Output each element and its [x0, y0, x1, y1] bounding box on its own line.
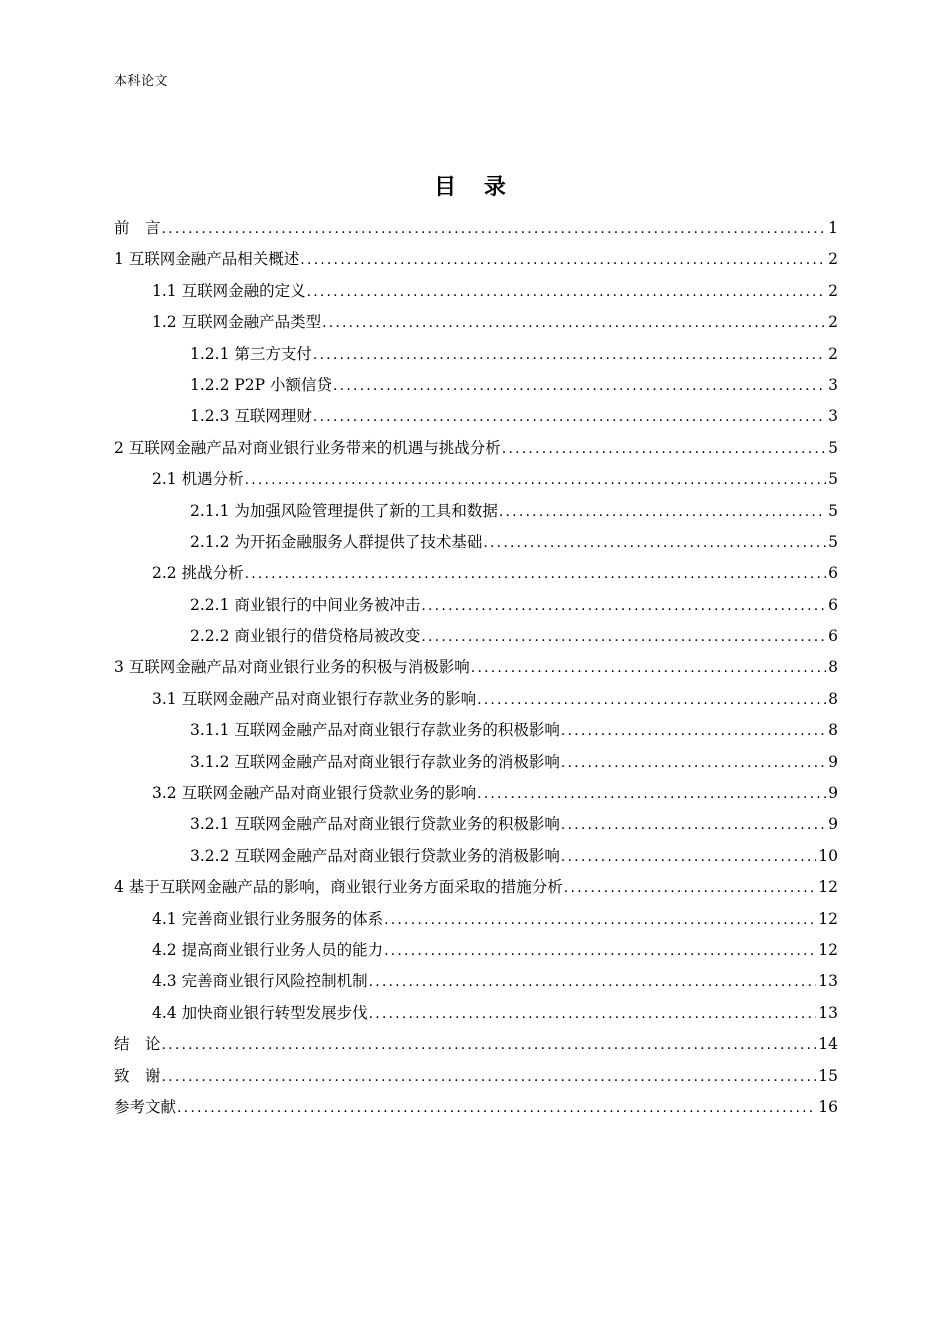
- toc-entry-label: 4.3 完善商业银行风险控制机制: [152, 972, 368, 991]
- dot-leader: [162, 1037, 817, 1053]
- dot-leader: [471, 660, 826, 676]
- dot-leader: [322, 315, 826, 331]
- toc-entry-page-number: 12: [818, 909, 838, 928]
- toc-entry-page-number: 5: [828, 470, 838, 489]
- toc-entry-page-number: 2: [828, 281, 838, 300]
- dot-leader: [313, 347, 826, 363]
- toc-entry-label: 1.2.2 P2P 小额信贷: [190, 375, 333, 394]
- toc-entry[interactable]: [114, 969, 838, 1000]
- dot-leader: [564, 880, 816, 896]
- toc-entry-page-number: 1: [828, 219, 838, 237]
- dot-leader: [561, 817, 826, 833]
- toc-entry-page-number: 8: [828, 658, 838, 677]
- toc-entry-page-number: 13: [818, 1003, 838, 1022]
- dot-leader: [477, 786, 826, 802]
- dot-leader: [483, 535, 826, 551]
- toc-entry[interactable]: [114, 1095, 838, 1126]
- toc-entry-page-number: 14: [818, 1035, 838, 1054]
- toc-entry-label: 4 基于互联网金融产品的影响，商业银行业务方面采取的措施分析: [114, 878, 563, 897]
- dot-leader: [162, 1069, 817, 1085]
- toc-entry-label: 2.1 机遇分析: [152, 470, 244, 489]
- dot-leader: [333, 378, 826, 394]
- toc-entry-label: 参考文献: [114, 1097, 177, 1116]
- toc-entry-label: 2.2.1 商业银行的中间业务被冲击: [190, 595, 421, 614]
- toc-entry-page-number: 5: [828, 438, 838, 457]
- toc-entry-label: 3.1.1 互联网金融产品对商业银行存款业务的积极影响: [190, 721, 560, 740]
- toc-entry-label: 1.1 互联网金融的定义: [152, 281, 306, 300]
- toc-entry-label: 2 互联网金融产品对商业银行业务带来的机遇与挑战分析: [114, 438, 501, 457]
- toc-entry-page-number: 10: [818, 846, 838, 865]
- toc-entry[interactable]: [114, 310, 838, 341]
- toc-entry[interactable]: [114, 467, 838, 498]
- toc-entry-page-number: 8: [828, 689, 838, 708]
- toc-entry-page-number: 2: [828, 313, 838, 332]
- toc-entry-label: 3 互联网金融产品对商业银行业务的积极与消极影响: [114, 658, 470, 677]
- toc-entry[interactable]: [114, 247, 838, 278]
- toc-entry-label: 1.2.1 第三方支付: [190, 344, 312, 363]
- dot-leader: [561, 755, 826, 771]
- toc-entry-label: 1.2 互联网金融产品类型: [152, 313, 322, 332]
- toc-entry[interactable]: [114, 499, 838, 530]
- dot-leader: [421, 598, 826, 614]
- toc-entry-page-number: 9: [828, 752, 838, 771]
- toc-entry[interactable]: [114, 750, 838, 781]
- dot-leader: [313, 409, 826, 425]
- toc-entry-page-number: 9: [828, 784, 838, 803]
- toc-list: [114, 216, 838, 1126]
- toc-entry-label: 1 互联网金融产品相关概述: [114, 250, 300, 269]
- toc-entry[interactable]: [114, 373, 838, 404]
- toc-entry-label: 3.2.2 互联网金融产品对商业银行贷款业务的消极影响: [190, 846, 560, 865]
- toc-entry[interactable]: [114, 875, 838, 906]
- dot-leader: [369, 1006, 817, 1022]
- running-header: 本科论文: [114, 74, 169, 89]
- toc-entry-label: 2.2.2 商业银行的借贷格局被改变: [190, 627, 421, 646]
- toc-entry[interactable]: [114, 1064, 838, 1095]
- toc-entry[interactable]: [114, 1032, 838, 1063]
- toc-entry[interactable]: [114, 938, 838, 969]
- dot-leader: [561, 849, 816, 865]
- toc-entry-label: 结 论: [114, 1035, 161, 1054]
- toc-entry-label: 4.4 加快商业银行转型发展步伐: [152, 1003, 368, 1022]
- toc-entry[interactable]: [114, 216, 838, 247]
- dot-leader: [499, 504, 826, 520]
- toc-entry[interactable]: [114, 812, 838, 843]
- toc-entry-page-number: 6: [828, 595, 838, 614]
- toc-entry-page-number: 12: [818, 878, 838, 897]
- toc-entry[interactable]: [114, 655, 838, 686]
- dot-leader: [421, 629, 826, 645]
- toc-entry-page-number: 16: [818, 1097, 838, 1116]
- toc-entry-page-number: 2: [828, 344, 838, 363]
- dot-leader: [245, 566, 827, 582]
- toc-entry-page-number: 3: [828, 375, 838, 394]
- toc-entry-page-number: 12: [818, 940, 838, 959]
- toc-entry[interactable]: [114, 718, 838, 749]
- toc-entry[interactable]: [114, 404, 838, 435]
- toc-entry-page-number: 13: [818, 972, 838, 991]
- toc-entry-page-number: 2: [828, 250, 838, 269]
- toc-entry-page-number: 5: [828, 501, 838, 520]
- dot-leader: [369, 974, 817, 990]
- toc-entry-page-number: 6: [828, 564, 838, 583]
- toc-entry-page-number: 8: [828, 721, 838, 740]
- toc-entry-label: 3.1 互联网金融产品对商业银行存款业务的影响: [152, 689, 477, 708]
- toc-entry[interactable]: [114, 279, 838, 310]
- toc-entry-label: 2.1.1 为加强风险管理提供了新的工具和数据: [190, 501, 498, 520]
- dot-leader: [245, 472, 827, 488]
- dot-leader: [502, 441, 826, 457]
- toc-entry[interactable]: [114, 530, 838, 561]
- toc-entry-label: 2.1.2 为开拓金融服务人群提供了技术基础: [190, 532, 483, 551]
- toc-entry[interactable]: [114, 561, 838, 592]
- toc-entry-page-number: 9: [828, 815, 838, 834]
- toc-entry[interactable]: [114, 593, 838, 624]
- toc-entry[interactable]: [114, 342, 838, 373]
- toc-entry-label: 4.1 完善商业银行业务服务的体系: [152, 909, 384, 928]
- toc-entry-label: 1.2.3 互联网理财: [190, 407, 312, 426]
- toc-entry-page-number: 6: [828, 627, 838, 646]
- toc-entry[interactable]: [114, 687, 838, 718]
- toc-entry[interactable]: [114, 1001, 838, 1032]
- toc-entry-label: 3.2.1 互联网金融产品对商业银行贷款业务的积极影响: [190, 815, 560, 834]
- toc-entry[interactable]: [114, 907, 838, 938]
- toc-entry-page-number: 15: [818, 1066, 838, 1085]
- toc-entry[interactable]: [114, 844, 838, 875]
- toc-entry-page-number: 3: [828, 407, 838, 426]
- dot-leader: [561, 723, 826, 739]
- toc-entry-page-number: 5: [828, 532, 838, 551]
- toc-entry[interactable]: [114, 781, 838, 812]
- toc-entry[interactable]: [114, 436, 838, 467]
- toc-entry-label: 致 谢: [114, 1066, 161, 1085]
- toc-entry-label: 3.1.2 互联网金融产品对商业银行存款业务的消极影响: [190, 752, 560, 771]
- toc-entry-label: 前 言: [114, 219, 161, 237]
- dot-leader: [162, 221, 827, 237]
- toc-entry[interactable]: [114, 624, 838, 655]
- dot-leader: [177, 1100, 816, 1116]
- toc-entry-label: 2.2 挑战分析: [152, 564, 244, 583]
- dot-leader: [477, 692, 826, 708]
- toc-entry-label: 3.2 互联网金融产品对商业银行贷款业务的影响: [152, 784, 477, 803]
- toc-entry-label: 4.2 提高商业银行业务人员的能力: [152, 940, 384, 959]
- dot-leader: [307, 284, 827, 300]
- dot-leader: [384, 943, 816, 959]
- dot-leader: [384, 912, 816, 928]
- toc-title: 目 录: [434, 175, 516, 200]
- dot-leader: [300, 252, 826, 268]
